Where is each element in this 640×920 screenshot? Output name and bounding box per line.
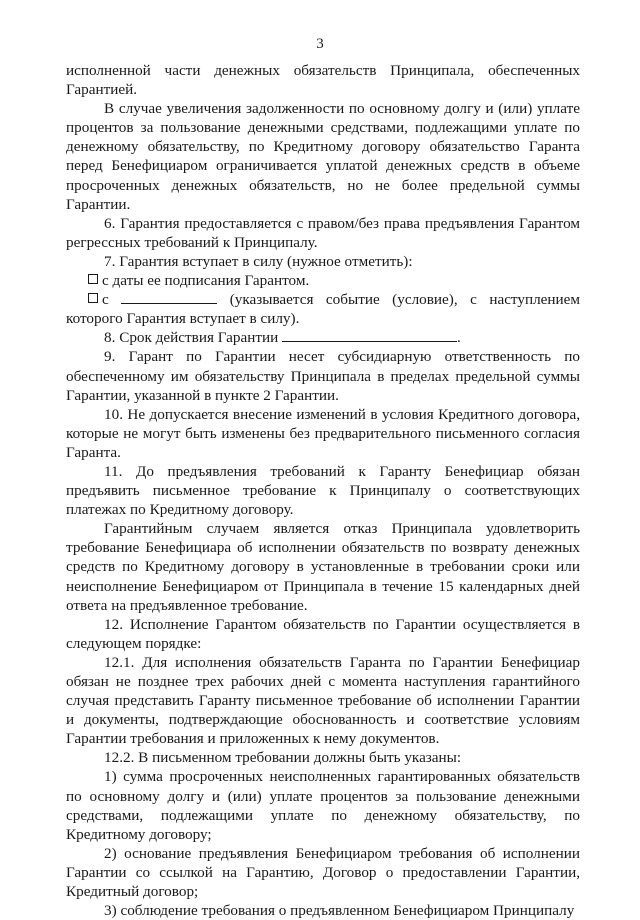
event-blank-line: [121, 291, 217, 304]
paragraph-continuation: исполненной части денежных обязательств Принципала, обеспеченных Гарантией.: [66, 62, 580, 99]
list-item-3: 3) соблюдение требования о предъявленном Бенефициаром Принципалу: [104, 902, 575, 920]
checkbox-icon: [88, 274, 98, 284]
list-item-2: 2) основание предъявления Бенефициаром требования об исполнении Гарантии со ссылкой на Гарантию, Договор о предоставлении Гарантии, Кредитный договор;: [66, 844, 580, 901]
paragraph-debt-increase: В случае увеличения задолженности по основному долгу и (или) уплате процентов за пользование денежными средствами, подлежащими уплате по денежному обязательству, по Кредитному договору обязательство Гаранта перед Бенефициаром ограничивается уплатой денежных средств в объеме просроченных денежных обязательств, но не более предельной суммы Гарантии.: [66, 100, 580, 213]
option-event-prefix: с: [102, 291, 109, 309]
document-body: [66, 61, 580, 920]
list-item-1: 1) сумма просроченных неисполненных гарантированных обязательств по основному долгу и (или) уплате процентов за пользование денежными средствами, подлежащими уплате по денежному обязательству, по Кредитному договору;: [66, 768, 580, 843]
option-event: [66, 290, 580, 328]
option-event-label: (указывается событие (условие), с наступлением которого Гарантия вступает в силу).: [66, 291, 581, 328]
paragraph-6-regress: 6. Гарантия предоставляется с правом/без права предъявления Гарантом регрессных требований к Принципалу.: [66, 214, 580, 251]
paragraph-12-1: 12.1. Для исполнения обязательств Гаранта по Гарантии Бенефициар обязан не позднее трех рабочих дней с момента наступления гарантийного случая представить Гаранту письменное требование об исполнении Гарантии и документы, подтверждающие обоснованность и соответствие условиям Гарантии требования и приложенных к нему документов.: [66, 653, 580, 748]
paragraph-8-period: .: [457, 329, 461, 347]
paragraph-12-procedure: 12. Исполнение Гарантом обязательств по Гарантии осуществляется в следующем порядке:: [66, 615, 580, 652]
paragraph-guarantee-case: Гарантийным случаем является отказ Принципала удовлетворить требование Бенефициара об исполнении обязательств по возврату денежных средств по Кредитному договору в установленные в требовании сроки или неисполнение Бенефициаром от Принципала в течение 15 календарных дней ответа на предъявленное требование.: [66, 520, 580, 614]
paragraph-10-changes: 10. Не допускается внесение изменений в условия Кредитного договора, которые не могут быть изменены без предварительного письменного согласия Гаранта.: [66, 405, 580, 461]
page-number: 3: [316, 36, 324, 52]
checkbox-icon: [88, 293, 98, 303]
option-signing-date-label: с даты ее подписания Гарантом.: [102, 272, 310, 290]
paragraph-8-term: [66, 328, 580, 347]
paragraph-12-2: 12.2. В письменном требовании должны быть указаны:: [104, 749, 462, 767]
term-blank-line: [282, 329, 457, 342]
paragraph-11-claim: 11. До предъявления требований к Гаранту Бенефициар обязан предъявить письменное требование к Принципалу о соответствующих платежах по Кредитному договору.: [66, 462, 580, 519]
option-signing-date: [66, 271, 580, 290]
paragraph-9-liability: 9. Гарант по Гарантии несет субсидиарную ответственность по обеспеченному им обязательству Принципала в пределах предельной суммы Гарантии, указанной в пункте 2 Гарантии.: [66, 348, 580, 404]
paragraph-7-effective: 7. Гарантия вступает в силу (нужное отметить):: [104, 252, 413, 270]
paragraph-8-label: 8. Срок действия Гарантии: [104, 329, 279, 347]
